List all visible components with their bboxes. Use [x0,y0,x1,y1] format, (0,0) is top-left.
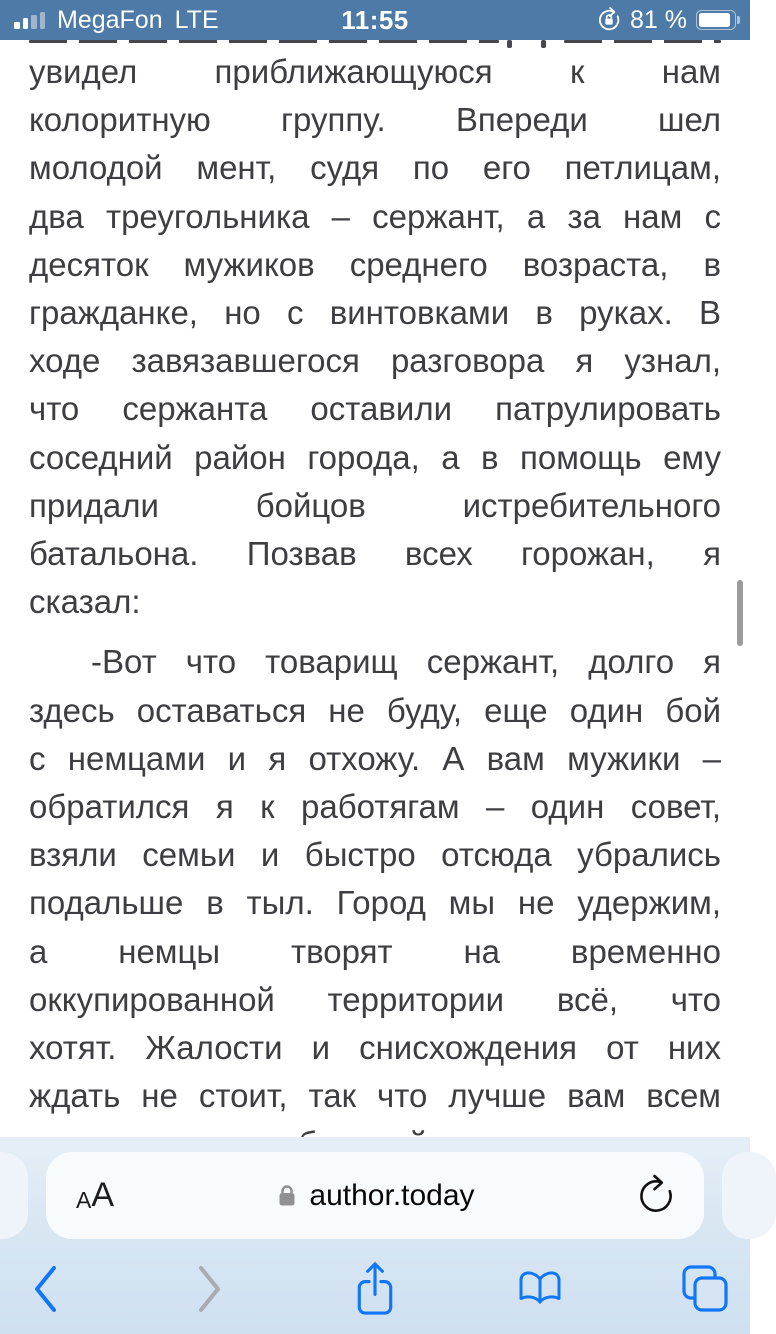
paragraph [29,638,721,1168]
clipped-text-line [29,40,721,48]
carrier-label: MegaFon [57,5,163,34]
battery-percent: 81 % [630,5,687,34]
paragraph [29,48,721,626]
text-line: ходе завязавшегося разговора я узнал, [29,342,721,380]
text-line: ждать не стоит, так что лучше вам всем [29,1077,721,1115]
scrollbar-thumb[interactable] [737,580,743,646]
text-line: гражданке, но с винтовками в руках. В [29,294,721,332]
text-line: два треугольника – сержант, а за нам с [29,197,721,235]
status-bar[interactable] [0,0,750,40]
back-chevron-icon [26,1263,64,1315]
text-line: -Вот что товарищ сержант, долго я [91,643,721,681]
reload-button[interactable] [628,1152,684,1239]
toolbar [0,1259,750,1319]
domain-label: author.today [309,1178,475,1212]
forward-button[interactable] [180,1259,240,1319]
text-size-button[interactable]: A A [76,1152,114,1239]
share-icon [351,1261,399,1317]
clock: 11:55 [341,4,409,35]
text-line: обратился я к работягам – один совет, [29,788,721,826]
text-line: сказал: [29,583,141,621]
text-line: здесь оставаться не буду, еще один бой [29,691,721,729]
tabs-icon [679,1263,731,1315]
safari-bottom-bar [0,1137,750,1334]
battery-icon [696,10,736,30]
forward-chevron-icon [191,1263,229,1315]
text-line: соседний район города, а в помощь ему [29,438,721,476]
reload-icon [636,1176,676,1216]
text-line: колоритную группу. Впереди шел [29,101,721,139]
text-line: батальона. Позвав всех горожан, я [29,535,721,573]
text-line: оккупированной территории всё, что [29,980,721,1018]
text-line: десяток мужиков среднего возраста, в [29,245,721,283]
signal-bars-icon [14,11,45,30]
share-button[interactable] [345,1259,405,1319]
text-line: молодой мент, судя по его петлицам, [29,149,721,187]
text-line: увидел приближающуюся к нам [29,53,721,90]
orientation-lock-icon [597,8,621,32]
text-line: подальше в тыл. Город мы не удержим, [29,884,721,922]
lock-icon [275,1182,299,1209]
address-text[interactable] [46,1152,704,1239]
text-line: придали бойцов истребительного [29,486,721,524]
text-line: а немцы творят на временно [29,932,721,970]
reading-text [0,40,750,1140]
back-button[interactable] [15,1259,75,1319]
address-bar[interactable] [46,1152,704,1239]
adjacent-tab-stub-right[interactable] [722,1152,776,1239]
text-line: что сержанта оставили патрулировать [29,390,721,428]
text-line: с немцами и я отхожу. А вам мужики – [29,739,721,777]
bookmarks-button[interactable] [510,1259,570,1319]
book-icon [515,1264,565,1314]
text-line: взяли семьи и быстро отсюда убрались [29,836,721,874]
tabs-button[interactable] [675,1259,735,1319]
adjacent-tab-stub-left[interactable] [0,1152,28,1239]
network-type-label: LTE [174,5,219,34]
text-line: хотят. Жалости и снисхождения от них [29,1029,721,1067]
